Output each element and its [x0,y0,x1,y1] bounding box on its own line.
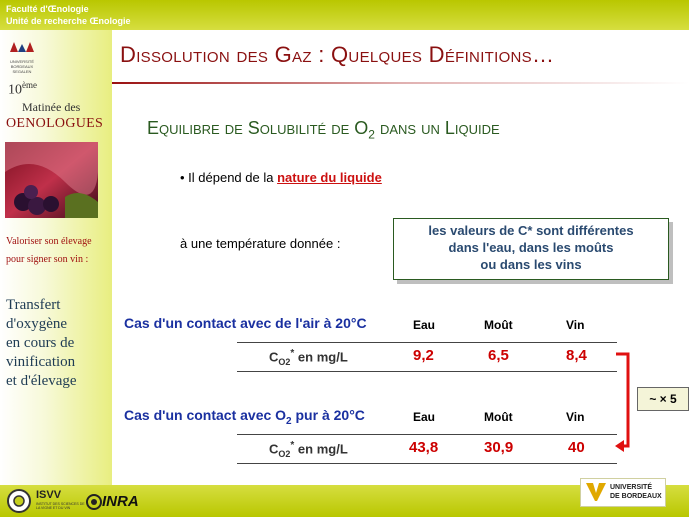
faculty-label: Faculté d'Œnologie [6,4,89,14]
edition-sup: ème [22,80,37,90]
case-air-heading: Cas d'un contact avec de l'air à 20°C [124,315,367,331]
title-divider [112,82,689,84]
edition-label [8,80,37,99]
callout-line2: dans l'eau, dans les moûts [448,240,614,255]
isvv-logo [6,488,86,514]
unit-text-2: en mg/L [294,441,348,457]
ub-line2: DE BORDEAUX [610,493,662,500]
air-mout-value: 6,5 [488,347,509,364]
slide-title: Dissolution des Gaz : Quelques Définitions… [120,42,555,67]
university-logo [6,40,38,76]
o2-subscript: O2 [278,356,291,367]
wine-photo [5,142,98,218]
event-line2: OENOLOGUES [6,116,104,131]
col-mout-1: Moût [484,318,513,332]
unit-label: Unité de recherche Œnologie [6,16,131,26]
air-vin-value: 8,4 [566,347,587,364]
case-o2-heading [124,407,365,427]
o2-subscript-2: O2 [278,448,291,459]
uni-logo-line1: UNIVERSITÉ [9,59,34,64]
event-line1: Matinée des [22,100,81,114]
header-bar [0,0,689,30]
uni-logo-line2: BORDEAUX [10,64,34,69]
col-eau-2: Eau [413,410,436,424]
temperature-label: à une température donnée : [180,236,341,251]
edition-number: 10 [8,82,22,98]
callout-line1: les valeurs de C* sont différentes [428,223,634,238]
inra-emblem-icon [86,494,102,510]
factor-badge: ~ × 5 [637,387,689,411]
inra-label: INRA [102,493,139,510]
row-o2-label [269,440,348,459]
bracket-arrow-icon [614,350,638,452]
isvv-emblem-icon [6,488,32,514]
star-sup-2: * [290,440,295,451]
inra-logo [86,491,146,513]
topic-line1: Transfert [6,297,61,313]
bullet-emphasis: nature du liquide [277,170,382,185]
isvv-sublabel: INSTITUT DES SCIENCES DE LA VIGNE ET DU VIN [36,502,85,510]
callout-line3: ou dans les vins [480,257,582,272]
topic-line4: vinification [6,354,76,370]
uni-logo-line3: SEGALEN [12,69,32,74]
o2-eau-value: 43,8 [409,439,439,456]
o2-vin-value: 40 [568,439,585,456]
ub-line1: UNIVERSITÉ [610,484,653,491]
col-vin-2: Vin [566,410,585,424]
callout-box [393,218,669,280]
topic-block [6,296,77,391]
row-air-label [269,348,348,367]
bullet-text: • Il dépend de la [180,170,278,185]
ub-logo [580,478,666,507]
case2-pre: Cas d'un contact avec O [124,407,287,423]
topic-line3: en cours de [6,335,75,351]
isvv-label: ISVV [36,489,62,501]
bullet-point [180,170,382,185]
slide-subtitle [147,118,500,142]
tagline1: Valoriser son élevage [6,236,92,247]
o2-mout-value: 30,9 [484,439,514,456]
c-symbol-2: C [269,441,279,457]
ub-emblem-icon [584,481,608,503]
topic-line2: d'oxygène [6,316,68,332]
col-eau-1: Eau [413,318,436,332]
case2-post: pur à 20°C [291,407,365,423]
subtitle-sub: 2 [368,127,375,142]
star-sup: * [290,348,295,359]
subtitle-pre: Equilibre de Solubilité de O [147,118,369,138]
c-symbol: C [269,349,279,365]
air-eau-value: 9,2 [413,347,434,364]
tagline2: pour signer son vin : [6,254,89,265]
col-mout-2: Moût [484,410,513,424]
col-vin-1: Vin [566,318,585,332]
subtitle-post: dans un Liquide [374,118,500,138]
university-emblem-icon [6,40,38,54]
case2-sub: 2 [286,415,292,427]
topic-line5: et d'élevage [6,373,77,389]
unit-text: en mg/L [294,349,348,365]
